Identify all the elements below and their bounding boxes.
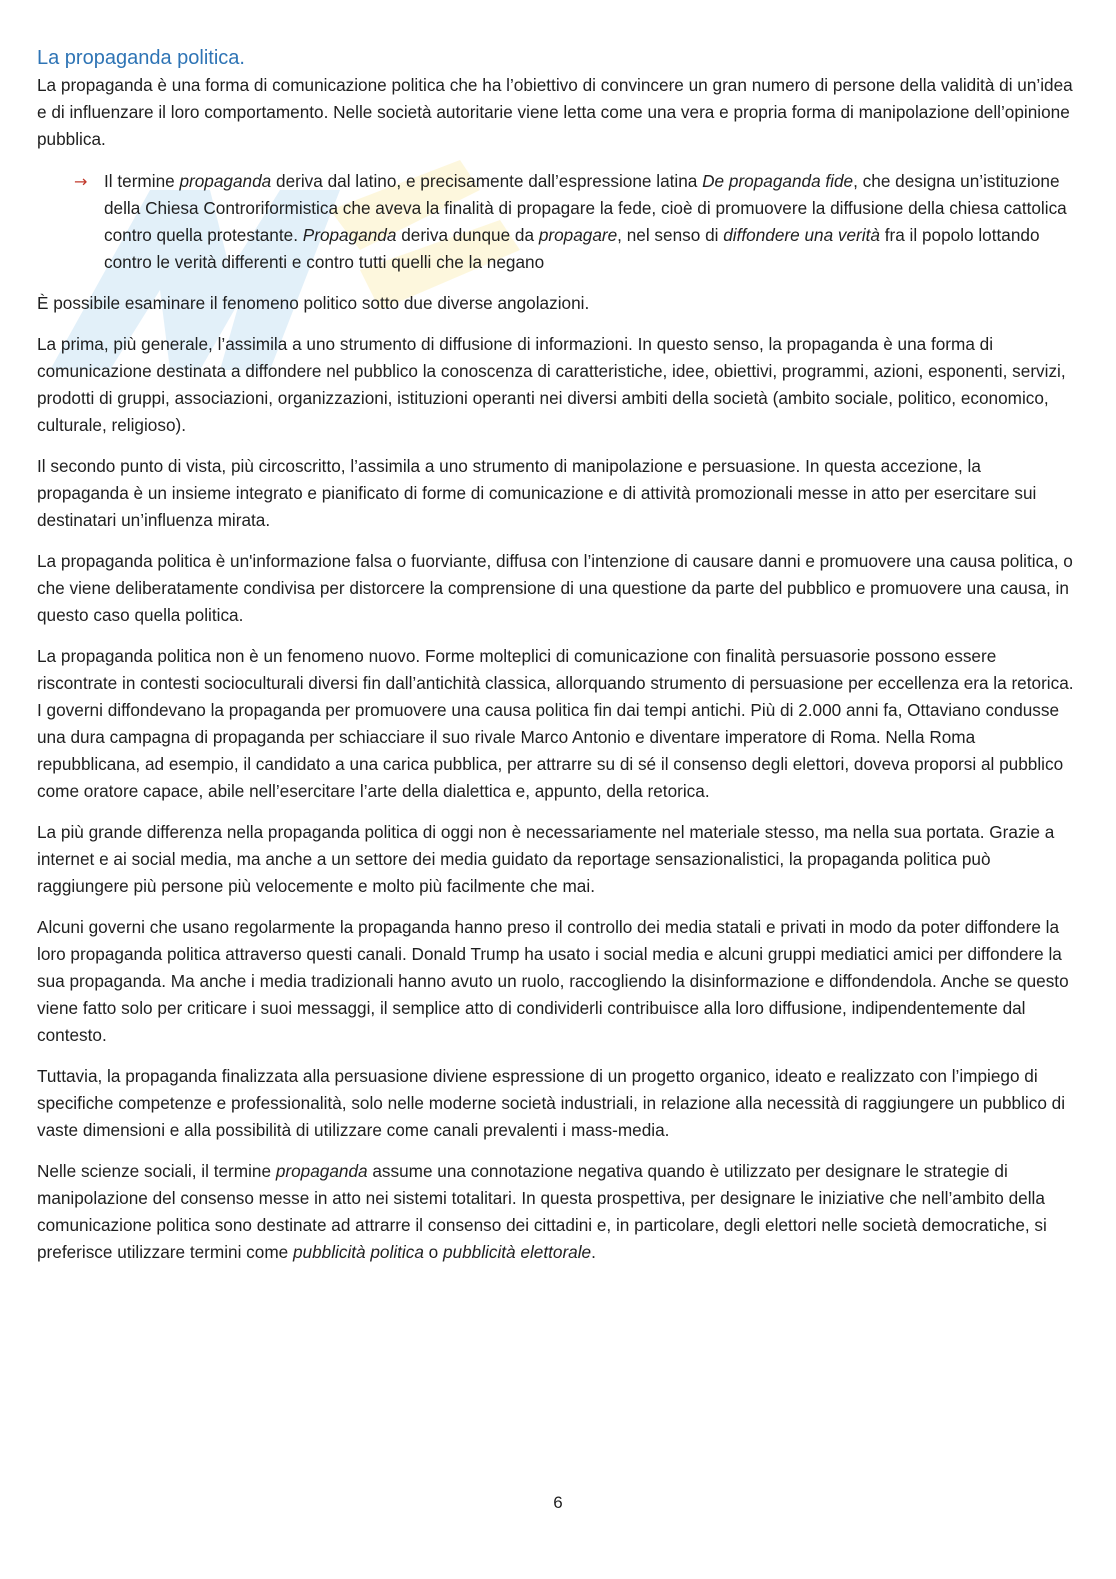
paragraph-prima: La prima, più generale, l’assimila a uno strumento di diffusione di informazioni. In questo senso, la propaganda è una forma di comunicazione destinata a diffondere nel pubblico la conoscenza di caratteristiche, idee, obiettivi, programmi, azioni, esponenti, servizi, prodotti di gruppi, associazioni, organizzazioni, istituzioni operanti nei diversi ambiti della società (ambito sociale, politico, economico, culturale, religioso). [37, 334, 1066, 435]
paragraph-secondo: Il secondo punto di vista, più circoscritto, l’assimila a uno strumento di manipolazione e persuasione. In questa accezione, la propaganda è un insieme integrato e pianificato di forme di comunicazione e di attività promozionali messe in atto per esercitare sui destinatari un’influenza mirata. [37, 456, 1037, 530]
paragraph-angolazioni: È possibile esaminare il fenomeno politico sotto due diverse angolazioni. [37, 293, 590, 313]
bullet-item [37, 168, 1077, 276]
paragraph-scienze-sociali: Nelle scienze sociali, il termine propaganda assume una connotazione negativa quando è utilizzato per designare le strategie di manipolazione del consenso messe in atto nei sistemi totalitari. In questa prospettiva, per designare le iniziative che nell’ambito della comunicazione politica sono destinate ad attrarre il consenso dei cittadini e, in particolare, degli elettori nelle società democratiche, si preferisce utilizzare termini come pubblicità politica o pubblicità elettorale. [37, 1161, 1047, 1262]
page-number: 6 [553, 1493, 563, 1512]
paragraph-governi: Alcuni governi che usano regolarmente la propaganda hanno preso il controllo dei media statali e privati in modo da poter diffondere la loro propaganda politica attraverso questi canali. Donald Trump ha usato i social media e alcuni gruppi mediatici amici per diffondere la sua propaganda. Ma anche i media tradizionali hanno avuto un ruolo, raccogliendo la disinformazione e diffondendola. Anche se questo viene fatto solo per criticare i suoi messaggi, il semplice atto di condividerli contribuisce alla loro diffusione, indipendentemente dal contesto. [37, 917, 1069, 1045]
section-heading: La propaganda politica. [37, 47, 245, 69]
arrow-right-icon: → [74, 172, 88, 191]
paragraph-definizione: La propaganda politica è un'informazione falsa o fuorviante, diffusa con l’intenzione di causare danni e promuovere una causa politica, o che viene deliberatamente condivisa per distorcere la comprensione di una questione da parte del pubblico e promuovere una causa, in questo caso quella politica. [37, 551, 1073, 625]
document-page [37, 44, 1077, 1280]
paragraph-tuttavia: Tuttavia, la propaganda finalizzata alla persuasione diviene espressione di un progetto organico, ideato e realizzato con l’impiego di specifiche competenze e professionalità, solo nelle moderne società industriali, in relazione alla necessità di raggiungere un pubblico di vaste dimensioni e alla possibilità di utilizzare come canali prevalenti i mass-media. [37, 1066, 1066, 1140]
intro-paragraph: La propaganda è una forma di comunicazione politica che ha l’obiettivo di convincere un gran numero di persone della validità di un’idea e di influenzare il loro comportamento. Nelle società autoritarie viene letta come una vera e propria forma di manipolazione dell’opinione pubblica. [37, 75, 1073, 149]
bullet-text: Il termine propaganda deriva dal latino, e precisamente dall’espressione latina De propaganda fide, che designa un’istituzione della Chiesa Controriformistica che aveva la finalità di propagare la fede, cioè di promuovere la diffusione della chiesa cattolica contro quella protestante. Propaganda deriva dunque da propagare, nel senso di diffondere una verità fra il popolo lottando contro le verità differenti e contro tutti quelli che la negano [104, 171, 1067, 272]
paragraph-differenza: La più grande differenza nella propaganda politica di oggi non è necessariamente nel materiale stesso, ma nella sua portata. Grazie a internet e ai social media, ma anche a un settore dei media guidato da reportage sensazionalistici, la propaganda politica può raggiungere più persone più velocemente e molto più facilmente che mai. [37, 822, 1055, 896]
paragraph-storia: La propaganda politica non è un fenomeno nuovo. Forme molteplici di comunicazione con finalità persuasorie possono essere riscontrate in contesti socioculturali diversi fin dall’antichità classica, allorquando strumento di persuasione per eccellenza era la retorica. I governi diffondevano la propaganda per promuovere una causa politica fin dai tempi antichi. Più di 2.000 anni fa, Ottaviano condusse una dura campagna di propaganda per schiacciare il suo rivale Marco Antonio e diventare imperatore di Roma. Nella Roma repubblicana, ad esempio, il candidato a una carica pubblica, per attrarre su di sé il consenso degli elettori, doveva proporsi al pubblico come oratore capace, abile nell’esercitare l’arte della dialettica e, appunto, della retorica. [37, 646, 1074, 801]
